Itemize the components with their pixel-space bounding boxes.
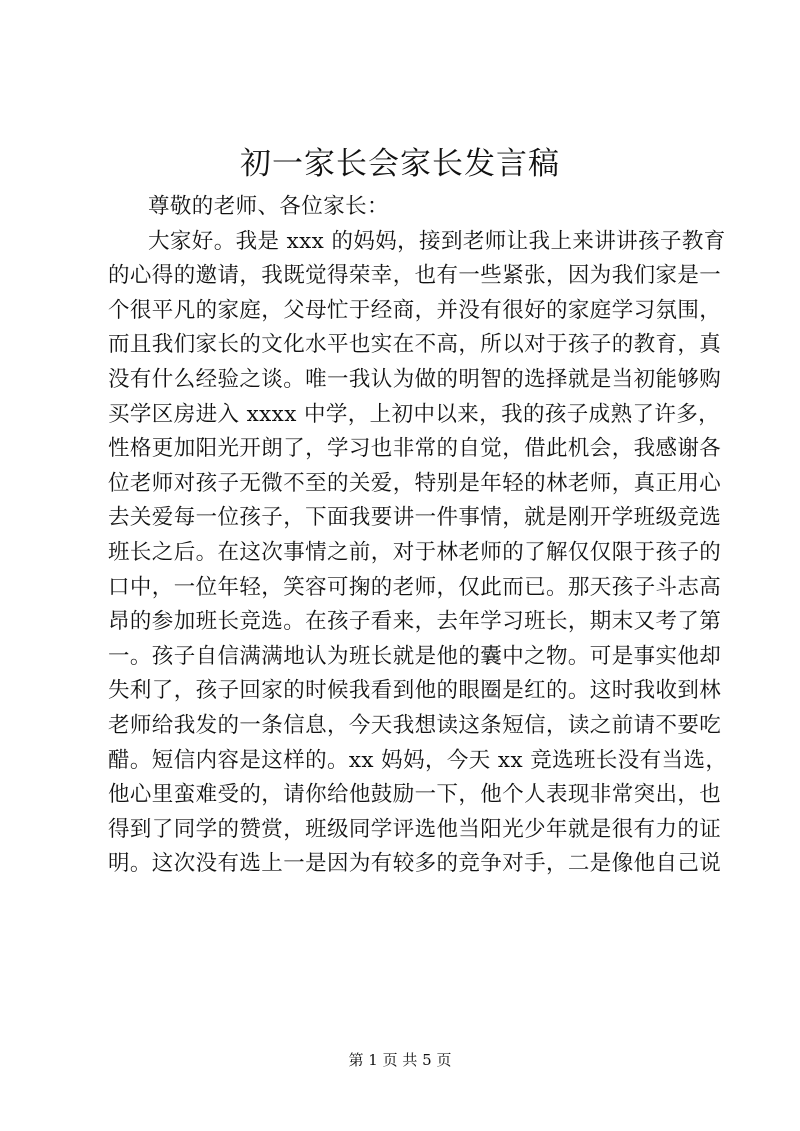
greeting-line: 尊敬的老师、各位家长： <box>148 194 389 219</box>
page-number-footer: 第 1 页 共 5 页 <box>348 1051 452 1069</box>
body-line: 昂的参加班长竞选。在孩子看来，去年学习班长，期末又考了第 <box>108 609 722 635</box>
body-line: 的心得的邀请，我既觉得荣幸，也有一些紧张，因为我们家是一 <box>108 263 722 289</box>
body-line: 他心里蛮难受的，请你给他鼓励一下，他个人表现非常突出，也 <box>108 782 722 808</box>
body-line: 一。孩子自信满满地认为班长就是他的囊中之物。可是事实他却 <box>108 643 722 669</box>
body-line: 口中，一位年轻，笑容可掬的老师，仅此而已。那天孩子斗志高 <box>108 574 722 600</box>
document-title: 初一家长会家长发言稿 <box>240 146 560 182</box>
body-line: 班长之后。在这次事情之前，对于林老师的了解仅仅限于孩子的 <box>108 539 722 565</box>
body-line: 位老师对孩子无微不至的关爱，特别是年轻的林老师，真正用心 <box>108 470 722 496</box>
document-body <box>108 190 728 882</box>
body-line: 失利了，孩子回家的时候我看到他的眼圈是红的。这时我收到林 <box>108 678 722 704</box>
body-line: 去关爱每一位孩子，下面我要讲一件事情，就是刚开学班级竞选 <box>108 505 722 531</box>
body-line: 明。这次没有选上一是因为有较多的竞争对手，二是像他自己说 <box>108 851 722 877</box>
body-line: 大家好。我是 xxx 的妈妈，接到老师让我上来讲讲孩子教育 <box>148 228 726 254</box>
body-line: 买学区房进入 xxxx 中学，上初中以来，我的孩子成熟了许多， <box>108 401 721 427</box>
body-line: 醋。短信内容是这样的。xx 妈妈，今天 xx 竞选班长没有当选， <box>108 747 728 773</box>
body-line: 得到了同学的赞赏，班级同学评选他当阳光少年就是很有力的证 <box>108 816 722 842</box>
body-line: 没有什么经验之谈。唯一我认为做的明智的选择就是当初能够购 <box>108 366 722 392</box>
body-line: 性格更加阳光开朗了，学习也非常的自觉，借此机会，我感谢各 <box>108 436 722 462</box>
body-line: 老师给我发的一条信息，今天我想读这条短信，读之前请不要吃 <box>108 712 722 738</box>
body-line: 个很平凡的家庭，父母忙于经商，并没有很好的家庭学习氛围， <box>108 297 722 323</box>
body-line: 而且我们家长的文化水平也实在不高，所以对于孩子的教育，真 <box>108 332 722 358</box>
